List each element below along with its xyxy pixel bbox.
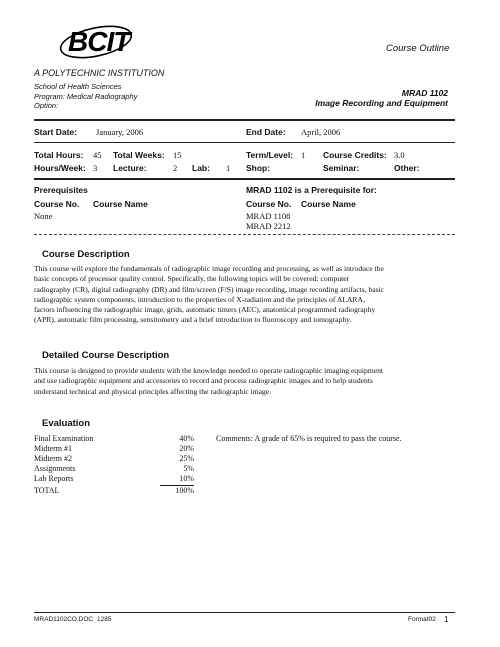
evaluation-title: Evaluation bbox=[42, 418, 91, 429]
description-line: This course will explore the fundamentals of radiographic image recording and processing, as well as introduce the bbox=[34, 264, 384, 273]
page-number: 1 bbox=[444, 615, 449, 624]
course-code: MRAD 1102 bbox=[401, 88, 448, 98]
eval-name: Midterm #2 bbox=[34, 454, 72, 463]
total-weeks-value: 15 bbox=[173, 150, 182, 160]
start-date-label: Start Date: bbox=[34, 127, 77, 137]
section-divider bbox=[34, 234, 455, 235]
prereq-for-title: MRAD 1102 is a Prerequisite for: bbox=[246, 185, 377, 195]
logo-text: BCIT bbox=[68, 26, 130, 57]
seminar-label: Seminar: bbox=[323, 163, 360, 173]
program-info bbox=[34, 82, 137, 111]
prereq-for-1: MRAD 1108 bbox=[246, 211, 291, 221]
eval-name: Final Examination bbox=[34, 434, 94, 443]
eval-pct: 10% bbox=[179, 474, 194, 483]
other-label: Other: bbox=[394, 163, 420, 173]
description-line: basic concepts of processor quality control. Specifically, the following topics will be covered: computer bbox=[34, 274, 350, 284]
info-divider bbox=[34, 142, 455, 143]
eval-pct: 40% bbox=[179, 434, 194, 443]
detailed-description-title: Detailed Course Description bbox=[42, 350, 170, 361]
hours-week-label: Hours/Week: bbox=[34, 163, 86, 173]
option-label: Option: bbox=[34, 101, 59, 110]
lecture-value: 2 bbox=[173, 163, 178, 173]
doc-type: Course Outline bbox=[386, 43, 450, 54]
col-course-no-right: Course No. bbox=[246, 199, 292, 209]
col-course-no: Course No. bbox=[34, 199, 80, 209]
credits-value: 3.0 bbox=[394, 150, 405, 160]
lab-value: 1 bbox=[226, 163, 231, 173]
tagline: A POLYTECHNIC INSTITUTION bbox=[34, 68, 165, 78]
total-weeks-label: Total Weeks: bbox=[113, 150, 165, 160]
total-hours-value: 45 bbox=[93, 150, 102, 160]
course-description-text bbox=[34, 264, 464, 326]
evaluation-comments: Comments: A grade of 65% is required to pass the course. bbox=[216, 434, 402, 443]
eval-name: Lab Reports bbox=[34, 474, 74, 483]
eval-name: Midterm #1 bbox=[34, 444, 72, 453]
col-course-name-right: Course Name bbox=[301, 199, 356, 209]
eval-pct: 5% bbox=[183, 464, 194, 473]
prereq-divider bbox=[34, 178, 455, 180]
description-line: radiography (CR), digital radiography (DR) and film/screen (F/S) image recording, image recording artifacts, basic bbox=[34, 284, 385, 294]
end-date-label: End Date: bbox=[246, 127, 286, 137]
eval-pct: 25% bbox=[179, 454, 194, 463]
credits-label: Course Credits: bbox=[323, 150, 387, 160]
bcit-logo bbox=[58, 24, 138, 60]
lab-label: Lab: bbox=[192, 163, 210, 173]
total-hours-label: Total Hours: bbox=[34, 150, 84, 160]
eval-name: TOTAL bbox=[34, 486, 60, 495]
prereq-title: Prerequisites bbox=[34, 185, 88, 195]
start-date-value: January, 2006 bbox=[96, 127, 144, 137]
detailed-line: and use radiographic equipment and accessories to record and process radiographic images and to help students bbox=[34, 376, 373, 386]
description-line: factors influencing the radiographic image, grids, automatic timers (AEC), anatomical programmed radiography bbox=[34, 305, 376, 315]
course-heading bbox=[315, 88, 448, 108]
col-course-name: Course Name bbox=[93, 199, 148, 209]
eval-pct: 20% bbox=[179, 444, 194, 453]
term-label: Term/Level: bbox=[246, 150, 294, 160]
eval-name: Assignments bbox=[34, 464, 76, 473]
prereq-for-2: MRAD 2212 bbox=[246, 221, 291, 231]
shop-label: Shop: bbox=[246, 163, 271, 173]
prereq-none: None bbox=[34, 211, 53, 221]
course-title: Image Recording and Equipment bbox=[315, 98, 448, 108]
lecture-label: Lecture: bbox=[113, 163, 147, 173]
hours-week-value: 3 bbox=[93, 163, 98, 173]
description-line: (APR), automatic film processing, sensitometry and a brief introduction to fluoroscopy and tomography. bbox=[34, 315, 352, 325]
program-name: Program: Medical Radiography bbox=[34, 91, 138, 101]
end-date-value: April, 2006 bbox=[301, 127, 341, 137]
description-line: radiographic system components, introduction to the properties of X-radiation and the principles of ALARA, bbox=[34, 294, 365, 304]
footer-format: Format02 bbox=[408, 616, 436, 623]
footer-filename: MRAD1102CO.DOC bbox=[34, 616, 94, 623]
detailed-line: This course is designed to provide students with the knowledge needed to operate radiographic imaging equipment bbox=[34, 366, 384, 375]
eval-pct: 100% bbox=[175, 486, 194, 495]
course-description-title: Course Description bbox=[42, 249, 130, 260]
header-divider bbox=[34, 119, 455, 121]
school-name: School of Health Sciences bbox=[34, 82, 122, 91]
footer-divider bbox=[34, 612, 455, 613]
footer-number: 1285 bbox=[97, 616, 112, 623]
detailed-description-text bbox=[34, 366, 464, 397]
term-value: 1 bbox=[301, 150, 306, 160]
detailed-line: understand technical and physical principles affecting the radiographic image. bbox=[34, 386, 272, 396]
